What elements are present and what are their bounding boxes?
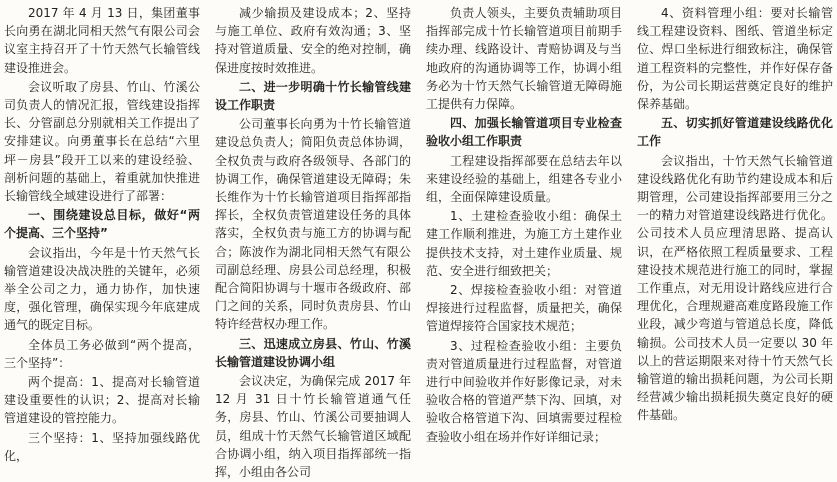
section-heading: 二、进一步明确十竹长输管线建设工作职责 (215, 79, 411, 113)
section-heading: 四、加强长输管道项目专业检查验收小组工作职责 (426, 116, 622, 149)
paragraph: 2017 年 4 月 13 日，集团董事长向勇在湖北同相天然气有限公司会议室主持召开了十竹天然气长输管线建设推进会。 (4, 6, 200, 75)
column-2 (215, 4, 411, 482)
column-1 (4, 4, 200, 466)
paragraph: 会议决定，为确保完成 2017 年 12 月 31 日十竹长输管道通气任务，房县、竹山、竹溪公司要抽调人员，组成十竹天然气长输管道区域配合协调小组，纳入项目指挥部统一指挥，小组由各公司 (215, 374, 411, 480)
paragraph: 公司董事长向勇为十竹长输管道建设总负责人；简阳负责总体协调，全权负责与政府各级领导、各部门的协调工作，确保管道建设无障碍；朱长维作为十竹长输管道项目指挥部指挥长，全权负责管道建设任务的具体落实，全权负责与施工方的协调与配合；陈波作为湖北同相天然气有限公司副总经理、房县公司总经理，积极配合简阳协调与十堰市各级政府、部门之间的关系，同时负责房县、竹山特许经营权办理工作。 (215, 117, 411, 332)
section-heading: 一、围绕建设总目标，做好“两个提高、三个坚持” (4, 208, 200, 241)
column-4 (637, 4, 833, 426)
paragraph: 2、焊接检查验收小组：对管道焊接进行过程监督，质量把关，确保管道焊接符合国家技术规范； (426, 283, 622, 334)
paragraph: 1、土建检查验收小组：确保土建工作顺利推进，为施工方土建作业提供技术支持，对土建作业质量、规范、安全进行细致把关； (426, 209, 622, 278)
paragraph: 三个坚持：1、坚持加强线路优化， (4, 430, 200, 463)
section-heading: 三、迅速成立房县、竹山、竹溪长输管道建设协调小组 (215, 336, 411, 369)
paragraph: 会议指出，今年是十竹天然气长输管道建设决战决胜的关键年，必须举全公司之力，通力协作，加快速度，强化管理，确保实现今年底建成通气的既定目标。 (4, 245, 200, 333)
paragraph: 会议听取了房县、竹山、竹溪公司负责人的情况汇报，管线建设指挥长、分管副总分别就相关工作提出了安排建议。向勇董事长在总结“六里坪－房县”段开工以来的建设经验、剖析问题的基础上，着重就加快推进长输管线全域建设进行了部署： (4, 79, 200, 204)
paragraph: 全体员工务必做到“两个提高，三个坚持”： (4, 337, 200, 370)
paragraph: 减少输损及建设成本；2、坚持与施工单位、政府有效沟通；3、坚持对管道质量、安全的绝对控制，确保进度按时效推进。 (215, 6, 411, 75)
paragraph: 4、资料管理小组：要对长输管线工程建设资料、图纸、管道坐标定位、焊口坐标进行细致标注，确保管道工程资料的完整性，并作好保存备份，为公司长期运营奠定良好的维护保养基础。 (637, 6, 833, 112)
paragraph: 会议指出，十竹天然气长输管道建设线路优化有助节约建设成本和后期管理，公司建设指挥部要用三分之一的精力对管道建设线路进行优化。公司技术人员应理清思路、提高认识，在严格依照工程质量要求、工程建设技术规范进行施工的同时，掌握工作重点，对无用设计路线应进行合理优化，合理规避高难度路段施工作业段，减少弯道与管道总长度，降低输损。公司技术人员一定要以 30 年以上的营运期限来对待十竹天然气长输管道的输出损耗问题，为公司长期经营减少输出损耗损失奠定良好的硬件基础。 (637, 153, 833, 423)
paragraph: 工程建设指挥部要在总结去年以来建设经验的基础上，组建各专业小组，全面保障建设质量。 (426, 153, 622, 205)
paragraph: 负责人领头，主要负责辅助项目指挥部完成十竹长输管道项目前期手续办理、线路设计、青赔协调及与当地政府的沟通协调等工作，协调小组务必为十竹天然气长输管道无障碍施工提供有力保障。 (426, 6, 622, 112)
paragraph: 3、过程检查验收小组：主要负责对管道质量进行过程监督，对管道进行中间验收并作好影像记录，对未验收合格的管道严禁下沟、回填，对验收合格管道下沟、回填需要过程检查验收小组在场并作好详细记录； (426, 338, 622, 444)
paragraph: 两个提高：1、提高对长输管道建设重要性的认识；2、提高对长输管道建设的管控能力。 (4, 375, 200, 426)
section-heading: 五、切实抓好管道建设线路优化工作 (637, 116, 833, 149)
column-3 (426, 4, 622, 447)
